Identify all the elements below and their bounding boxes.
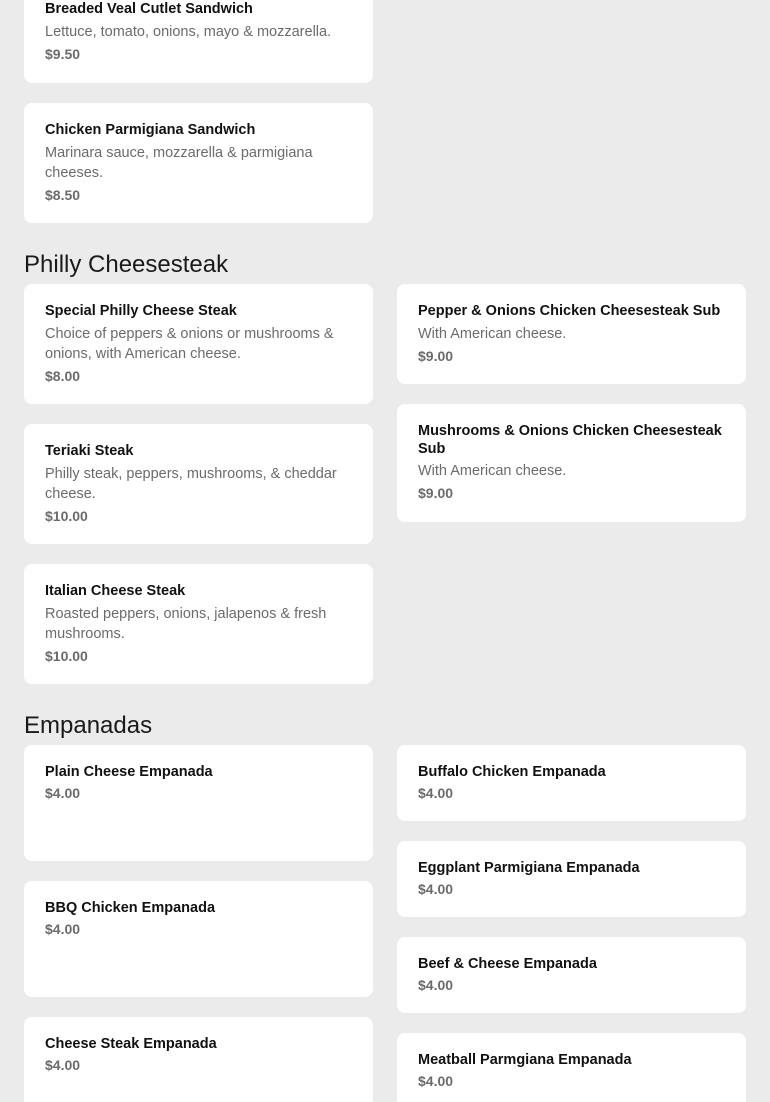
item-price: $10.00 <box>45 648 88 664</box>
item-price: $4.00 <box>45 785 81 801</box>
item-price: $4.00 <box>418 977 454 993</box>
section-title: Empanadas <box>24 712 153 739</box>
menu-item-card[interactable] <box>24 1017 373 1102</box>
item-price: $4.00 <box>418 1073 454 1089</box>
item-description: Choice of peppers & onions or mushrooms & onions, with American cheese. <box>45 326 334 362</box>
item-name: Italian Cheese Steak <box>45 583 186 599</box>
item-price: $4.00 <box>45 921 81 937</box>
item-description: Lettuce, tomato, onions, mayo & mozzarella. <box>45 24 332 40</box>
menu-item-card[interactable] <box>24 103 373 223</box>
menu-item-card[interactable] <box>24 745 373 861</box>
item-price: $9.00 <box>418 485 454 501</box>
section-title: Philly Cheesesteak <box>24 251 229 278</box>
item-price: $8.00 <box>45 368 81 384</box>
menu-item-card[interactable] <box>24 284 373 404</box>
menu-item-card[interactable] <box>24 424 373 544</box>
item-name: Plain Cheese Empanada <box>45 764 213 780</box>
item-price: $9.00 <box>418 348 454 364</box>
menu-item-card[interactable] <box>24 0 373 83</box>
item-name: Chicken Parmigiana Sandwich <box>45 122 256 138</box>
menu-item-card[interactable] <box>397 937 746 1013</box>
item-name: Mushrooms & Onions Chicken Cheesesteak Sub <box>418 423 722 457</box>
item-price: $4.00 <box>418 881 454 897</box>
item-description: With American cheese. <box>418 463 567 479</box>
item-description: Roasted peppers, onions, jalapenos & fresh mushrooms. <box>45 606 327 642</box>
item-name: Eggplant Parmigiana Empanada <box>418 860 640 876</box>
item-price: $8.50 <box>45 187 81 203</box>
menu-item-card[interactable] <box>397 284 746 384</box>
item-name: Breaded Veal Cutlet Sandwich <box>45 1 253 17</box>
item-name: Cheese Steak Empanada <box>45 1036 217 1052</box>
menu-item-card[interactable] <box>397 1033 746 1102</box>
item-description: Philly steak, peppers, mushrooms, & cheddar cheese. <box>45 466 337 502</box>
item-name: Beef & Cheese Empanada <box>418 956 597 972</box>
menu-item-card[interactable] <box>24 881 373 997</box>
item-price: $10.00 <box>45 508 88 524</box>
menu-item-card[interactable] <box>397 404 746 522</box>
item-price: $4.00 <box>418 785 454 801</box>
menu-item-card[interactable] <box>397 745 746 821</box>
item-name: Pepper & Onions Chicken Cheesesteak Sub <box>418 303 721 319</box>
item-description: Marinara sauce, mozzarella & parmigiana cheeses. <box>45 145 313 181</box>
menu-item-card[interactable] <box>397 841 746 917</box>
item-name: BBQ Chicken Empanada <box>45 900 216 916</box>
item-name: Teriaki Steak <box>45 443 134 459</box>
item-name: Buffalo Chicken Empanada <box>418 764 606 780</box>
menu-item-card[interactable] <box>24 564 373 684</box>
item-name: Meatball Parmgiana Empanada <box>418 1052 632 1068</box>
item-description: With American cheese. <box>418 326 567 342</box>
item-price: $4.00 <box>45 1057 81 1073</box>
item-price: $9.50 <box>45 46 81 62</box>
item-name: Special Philly Cheese Steak <box>45 303 237 319</box>
